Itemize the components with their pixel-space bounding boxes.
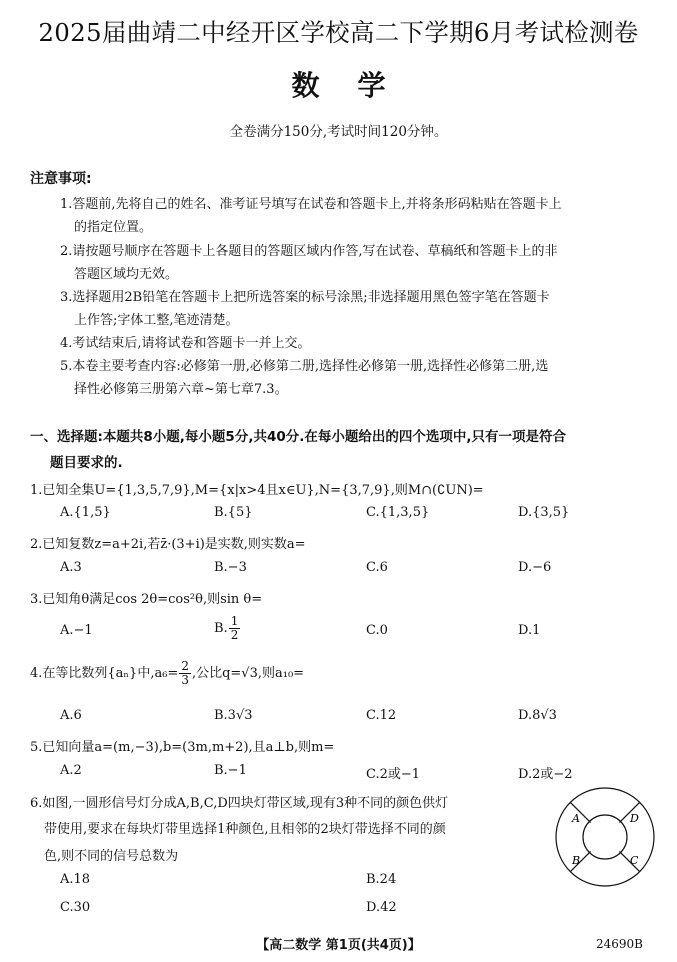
subject-title: 数学: [291, 69, 424, 102]
section-heading-cont: 题目要求的.: [50, 455, 123, 471]
page-footer: 【高二数学 第1页(共4页)】: [256, 938, 421, 953]
q3-option-b: B. $\frac{1}{2}$: [214, 614, 239, 642]
question-4-stem: 4.在等比数列{aₙ}中,a₆= $\frac{2}{3}$ ,公比q=√3,则a₁₀=: [30, 659, 305, 687]
notice-line: 3.选择题用2B铅笔在答题卡上把所选答案的标号涂黑;非选择题用黑色签字笔在答题卡: [60, 290, 550, 305]
q1-option-a: A.{1,5}: [60, 505, 111, 520]
region-label-c: C: [630, 854, 639, 867]
q6-option-d: D.42: [366, 900, 397, 915]
section-heading: 一、选择题:本题共8小题,每小题5分,共40分.在每小题给出的四个选项中,只有一项是符合: [30, 429, 566, 445]
q4-option-c: C.12: [366, 708, 397, 723]
signal-light-figure: [550, 782, 660, 892]
fraction: $\frac{1}{2}$: [230, 614, 239, 642]
question-1-stem: 1.已知全集U={1,3,5,7,9},M={x|x>4且x∈U},N={3,7,9},则M∩(∁UN)=: [30, 483, 484, 498]
q1-option-d: D.{3,5}: [518, 505, 570, 520]
notice-line: 2.请按题号顺序在答题卡上各题目的答题区域内作答,写在试卷、草稿纸和答题卡上的非: [60, 244, 558, 259]
question-2-stem: 2.已知复数z=a+2i,若z̄·(3+i)是实数,则实数a=: [30, 537, 306, 552]
notice-heading: 注意事项:: [30, 171, 92, 187]
notice-line: 上作答;字体工整,笔迹清楚。: [74, 313, 239, 328]
q1-option-c: C.{1,3,5}: [366, 505, 430, 520]
q5-option-d: D.2或−2: [518, 767, 573, 782]
q6-option-c: C.30: [60, 900, 91, 915]
notice-line: 的指定位置。: [74, 220, 153, 235]
q3-option-d: D.1: [518, 623, 541, 638]
fraction: $\frac{2}{3}$: [181, 659, 189, 687]
q5-option-c: C.2或−1: [366, 767, 421, 782]
question-6-stem-cont: 色,则不同的信号总数为: [44, 849, 179, 864]
notice-line: 答题区域均无效。: [74, 267, 179, 282]
q3-option-c: C.0: [366, 623, 388, 638]
q5-option-b: B.−1: [214, 763, 247, 778]
q2-option-c: C.6: [366, 560, 388, 575]
q4-option-a: A.6: [60, 708, 82, 723]
question-5-stem: 5.已知向量a=(m,−3),b=(3m,m+2),且a⊥b,则m=: [30, 740, 335, 755]
exam-title: 2025届曲靖二中经开区学校高二下学期6月考试检测卷: [38, 18, 639, 47]
q4-option-d: D.8√3: [518, 708, 557, 723]
region-label-a: A: [572, 812, 580, 825]
region-label-b: B: [572, 854, 581, 867]
notice-line: 1.答题前,先将自己的姓名、准考证号填写在试卷和答题卡上,并将条形码粘贴在答题卡上: [60, 197, 562, 212]
q3-option-a: A.−1: [60, 623, 93, 638]
q6-option-b: B.24: [366, 872, 397, 887]
question-6-stem: 6.如图,一圆形信号灯分成A,B,C,D四块灯带区域,现有3种不同的颜色供灯: [30, 796, 449, 811]
paper-code: 24690B: [596, 937, 643, 951]
notice-line: 5.本卷主要考查内容:必修第一册,必修第二册,选择性必修第一册,选择性必修第二册,选: [60, 359, 549, 374]
q5-option-a: A.2: [60, 763, 82, 778]
q6-option-a: A.18: [60, 872, 91, 887]
question-6-stem-cont: 带使用,要求在每块灯带里选择1种颜色,且相邻的2块灯带选择不同的颜: [44, 822, 446, 837]
q2-option-d: D.−6: [518, 560, 552, 575]
question-3-stem: 3.已知角θ满足cos 2θ=cos²θ,则sin θ=: [30, 592, 263, 607]
q1-option-b: B.{5}: [214, 505, 253, 520]
score-line: 全卷满分150分,考试时间120分钟。: [229, 124, 448, 140]
region-label-d: D: [630, 812, 639, 825]
q2-option-a: A.3: [60, 560, 82, 575]
q4-option-b: B.3√3: [214, 708, 253, 723]
notice-line: 4.考试结束后,请将试卷和答题卡一并上交。: [60, 336, 311, 351]
q2-option-b: B.−3: [214, 560, 247, 575]
notice-line: 择性必修第三册第六章~第七章7.3。: [74, 382, 288, 397]
